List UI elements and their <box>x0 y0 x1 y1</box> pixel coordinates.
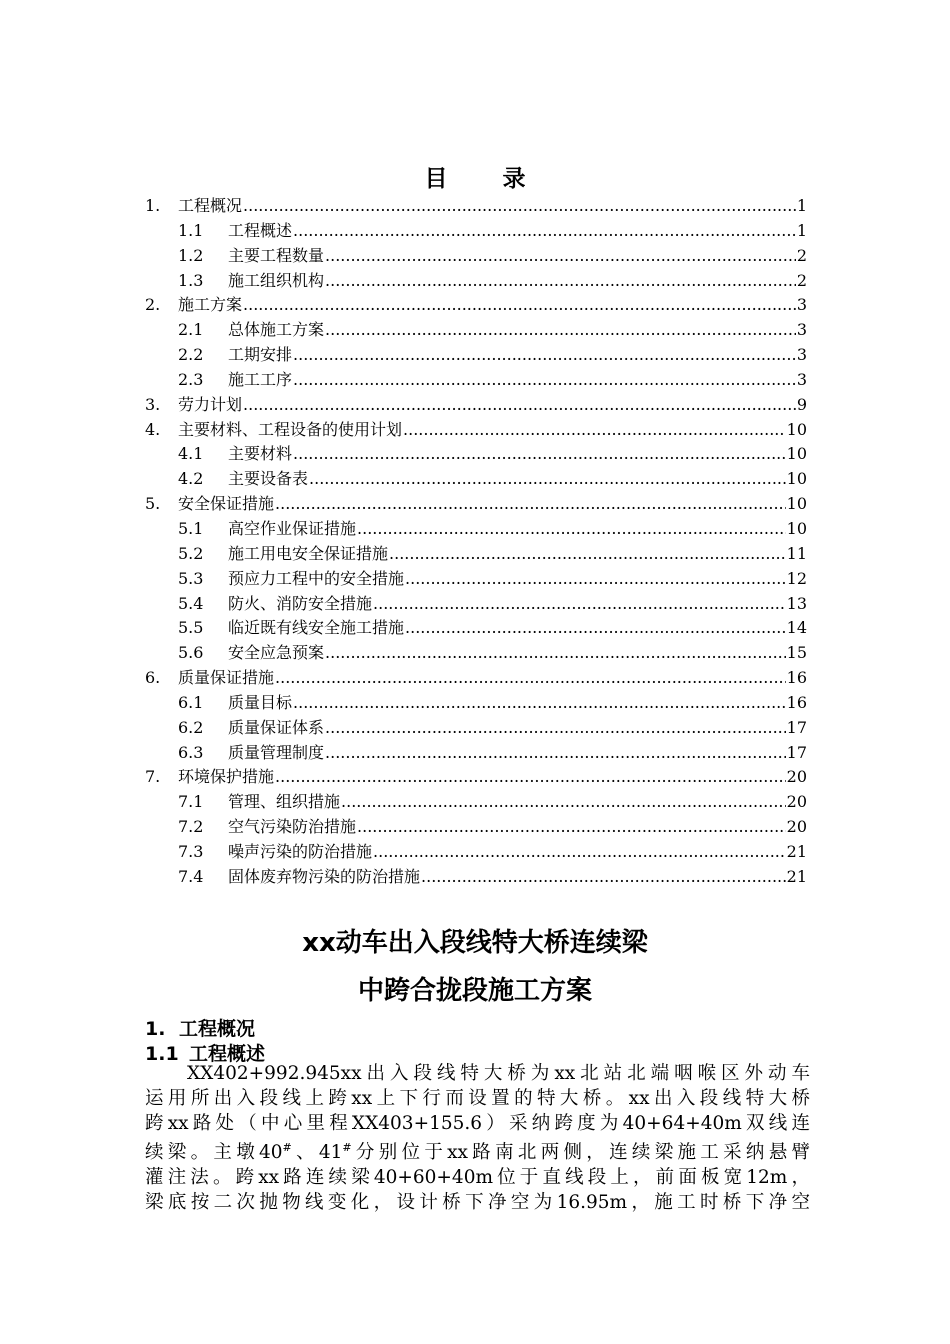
toc-leader-dots <box>373 842 786 861</box>
body-paragraph <box>145 1062 810 1216</box>
body-line: 灌注法。跨xx路连续梁40+60+40m位于直线段上，前面板宽12m， <box>145 1167 810 1189</box>
toc-entry-number: 1.2 <box>178 245 204 265</box>
toc-entry-number: 2.3 <box>178 369 204 389</box>
toc-leader-dots <box>275 494 786 513</box>
toc-entry-label: 施工工序 <box>228 369 293 389</box>
body-line: XX402+992.945xx出入段线特大桥为xx北站北端咽喉区外动车 <box>187 1063 810 1084</box>
toc-entry-label: 主要材料、工程设备的使用计划 <box>178 419 403 439</box>
toc-entry-number: 6.2 <box>178 717 204 737</box>
toc-entry-number: 5.5 <box>178 618 204 638</box>
toc-entry-page: 3 <box>796 295 807 315</box>
toc-entry[interactable] <box>145 218 807 243</box>
toc-entry-page: 17 <box>786 742 807 762</box>
toc-entry-page: 12 <box>786 568 807 588</box>
section-heading-1 <box>145 1014 255 1041</box>
toc-leader-dots <box>293 444 786 463</box>
toc-leader-dots <box>275 668 786 687</box>
toc-entry-page: 21 <box>786 866 807 886</box>
toc-entry-label: 质量管理制度 <box>228 742 325 762</box>
toc-entry-number: 5.1 <box>178 518 204 538</box>
toc-entry[interactable] <box>145 342 807 367</box>
toc-entry-label: 管理、组织措施 <box>228 792 341 812</box>
toc-entry-page: 1 <box>796 196 807 215</box>
toc-entry-number: 1.1 <box>178 220 204 240</box>
toc-entry[interactable] <box>145 690 807 715</box>
toc-entry-label: 总体施工方案 <box>228 320 325 340</box>
toc-entry-page: 21 <box>786 841 807 861</box>
toc-entry[interactable] <box>145 864 807 889</box>
toc-entry[interactable] <box>145 740 807 765</box>
toc-leader-dots <box>293 345 796 364</box>
toc-entry-number: 1. <box>145 196 161 215</box>
toc-leader-dots <box>293 221 796 240</box>
toc-entry-label: 高空作业保证措施 <box>228 518 357 538</box>
toc-entry-page: 10 <box>786 419 807 439</box>
toc-entry-label: 预应力工程中的安全措施 <box>228 568 405 588</box>
toc-entry-number: 1.3 <box>178 270 204 290</box>
toc-entry-page: 16 <box>786 692 807 712</box>
toc-entry-page: 3 <box>796 345 807 365</box>
toc-entry-page: 10 <box>786 518 807 538</box>
toc-entry-label: 质量目标 <box>228 692 293 712</box>
toc-entry[interactable] <box>145 268 807 293</box>
toc-leader-dots <box>243 395 796 414</box>
toc-entry[interactable] <box>145 441 807 466</box>
toc-entry[interactable] <box>145 814 807 839</box>
toc-entry-number: 6.1 <box>178 692 204 712</box>
toc-entry-label: 空气污染防治措施 <box>228 817 357 837</box>
toc-entry-label: 临近既有线安全施工措施 <box>228 618 405 638</box>
document-title-line-1: xx动车出入段线特大桥连续梁 <box>302 928 648 958</box>
toc-entry[interactable] <box>145 466 807 491</box>
toc-entry-label: 环境保护措施 <box>178 767 275 787</box>
toc-leader-dots <box>357 817 786 836</box>
toc-leader-dots <box>325 320 796 339</box>
toc-entry-label: 劳力计划 <box>178 394 243 414</box>
toc-leader-dots <box>405 569 786 588</box>
toc-entry-number: 2.1 <box>178 320 204 340</box>
table-of-contents <box>145 193 807 889</box>
toc-entry-number: 6.3 <box>178 742 204 762</box>
toc-entry-label: 工期安排 <box>228 345 293 365</box>
toc-entry[interactable] <box>145 292 807 317</box>
toc-leader-dots <box>325 718 786 737</box>
toc-entry-label: 固体废弃物污染的防治措施 <box>228 866 421 886</box>
body-line: 续梁。主墩40#、41#分别位于xx路南北两侧，连续梁施工采纳悬臂 <box>145 1141 810 1164</box>
toc-entry-number: 2.2 <box>178 345 204 365</box>
toc-entry-page: 11 <box>786 543 807 563</box>
toc-entry[interactable] <box>145 640 807 665</box>
toc-entry[interactable] <box>145 193 807 218</box>
toc-entry[interactable] <box>145 317 807 342</box>
toc-entry-number: 5.2 <box>178 543 204 563</box>
body-line: 跨xx路处（中心里程XX403+155.6）采纳跨度为40+64+40m双线连 <box>145 1112 810 1134</box>
toc-entry-page: 20 <box>786 767 807 787</box>
toc-entry-page: 10 <box>786 494 807 514</box>
toc-entry-label: 防火、消防安全措施 <box>228 593 373 613</box>
toc-entry-number: 5.4 <box>178 593 204 613</box>
toc-entry-page: 15 <box>786 643 807 663</box>
toc-entry-number: 5.6 <box>178 643 204 663</box>
toc-entry-number: 3. <box>145 394 161 414</box>
body-line: 梁底按二次抛物线变化，设计桥下净空为16.95m，施工时桥下净空 <box>145 1192 810 1214</box>
toc-entry-number: 7. <box>145 767 161 787</box>
toc-entry-page: 17 <box>786 717 807 737</box>
toc-entry-label: 质量保证体系 <box>228 717 325 737</box>
toc-entry-number: 4.1 <box>178 444 204 464</box>
toc-title: 目 录 <box>424 165 542 192</box>
toc-leader-dots <box>243 196 796 215</box>
toc-entry[interactable] <box>145 491 807 516</box>
toc-entry[interactable] <box>145 243 807 268</box>
toc-leader-dots <box>325 743 786 762</box>
toc-entry[interactable] <box>145 839 807 864</box>
toc-leader-dots <box>293 693 786 712</box>
toc-entry-label: 工程概况 <box>178 196 243 215</box>
toc-entry-page: 20 <box>786 817 807 837</box>
toc-entry-page: 1 <box>796 220 807 240</box>
toc-entry[interactable] <box>145 566 807 591</box>
toc-leader-dots <box>325 271 796 290</box>
toc-entry[interactable] <box>145 541 807 566</box>
toc-entry-page: 9 <box>796 394 807 414</box>
body-line: 运用所出入段线上跨xx上下行而设置的特大桥。xx出入段线特大桥 <box>145 1087 810 1109</box>
toc-leader-dots <box>341 792 786 811</box>
toc-entry[interactable] <box>145 367 807 392</box>
toc-entry-label: 工程概述 <box>228 220 293 240</box>
toc-entry-label: 安全应急预案 <box>228 643 325 663</box>
section-heading-1-1-number: 1.1 <box>145 1043 179 1065</box>
toc-entry[interactable] <box>145 417 807 442</box>
toc-entry-number: 6. <box>145 668 161 688</box>
toc-entry-label: 施工用电安全保证措施 <box>228 543 389 563</box>
toc-entry-page: 3 <box>796 320 807 340</box>
toc-entry-page: 3 <box>796 369 807 389</box>
toc-entry-label: 安全保证措施 <box>178 494 275 514</box>
toc-leader-dots <box>309 469 786 488</box>
toc-entry[interactable] <box>145 789 807 814</box>
toc-leader-dots <box>405 618 786 637</box>
toc-leader-dots <box>325 643 786 662</box>
toc-entry-page: 20 <box>786 792 807 812</box>
toc-entry-page: 10 <box>786 444 807 464</box>
toc-leader-dots <box>389 544 786 563</box>
toc-entry[interactable] <box>145 715 807 740</box>
toc-leader-dots <box>325 246 796 265</box>
toc-entry[interactable] <box>145 665 807 690</box>
toc-entry-label: 噪声污染的防治措施 <box>228 841 373 861</box>
toc-leader-dots <box>421 867 786 886</box>
toc-entry-number: 7.2 <box>178 817 204 837</box>
toc-leader-dots <box>373 594 786 613</box>
section-heading-1-1-text: 工程概述 <box>189 1043 266 1065</box>
toc-leader-dots <box>357 519 786 538</box>
toc-entry[interactable] <box>145 516 807 541</box>
toc-entry[interactable] <box>145 615 807 640</box>
toc-entry-page: 10 <box>786 469 807 489</box>
toc-entry-page: 16 <box>786 668 807 688</box>
toc-entry-label: 主要材料 <box>228 444 293 464</box>
toc-entry-page: 2 <box>796 270 807 290</box>
toc-leader-dots <box>275 767 786 786</box>
toc-entry-number: 2. <box>145 295 161 315</box>
toc-entry-label: 主要工程数量 <box>228 245 325 265</box>
toc-entry-label: 质量保证措施 <box>178 668 275 688</box>
toc-leader-dots <box>403 420 786 439</box>
toc-entry-number: 4. <box>145 419 161 439</box>
toc-entry-number: 7.1 <box>178 792 204 812</box>
toc-entry-label: 主要设备表 <box>228 469 309 489</box>
toc-leader-dots <box>243 295 796 314</box>
toc-entry-label: 施工方案 <box>178 295 243 315</box>
toc-entry-page: 14 <box>786 618 807 638</box>
toc-entry-number: 5.3 <box>178 568 204 588</box>
toc-entry[interactable] <box>145 764 807 789</box>
section-heading-1-number: 1. <box>145 1018 166 1040</box>
toc-entry[interactable] <box>145 591 807 616</box>
toc-entry-label: 施工组织机构 <box>228 270 325 290</box>
document-title-line-2: 中跨合拢段施工方案 <box>357 976 592 1006</box>
toc-entry-number: 7.3 <box>178 841 204 861</box>
toc-entry-number: 5. <box>145 494 161 514</box>
toc-entry-page: 2 <box>796 245 807 265</box>
section-heading-1-text: 工程概况 <box>179 1018 256 1040</box>
toc-leader-dots <box>293 370 796 389</box>
toc-entry-page: 13 <box>786 593 807 613</box>
toc-entry[interactable] <box>145 392 807 417</box>
toc-entry-number: 4.2 <box>178 469 204 489</box>
toc-entry-number: 7.4 <box>178 866 204 886</box>
